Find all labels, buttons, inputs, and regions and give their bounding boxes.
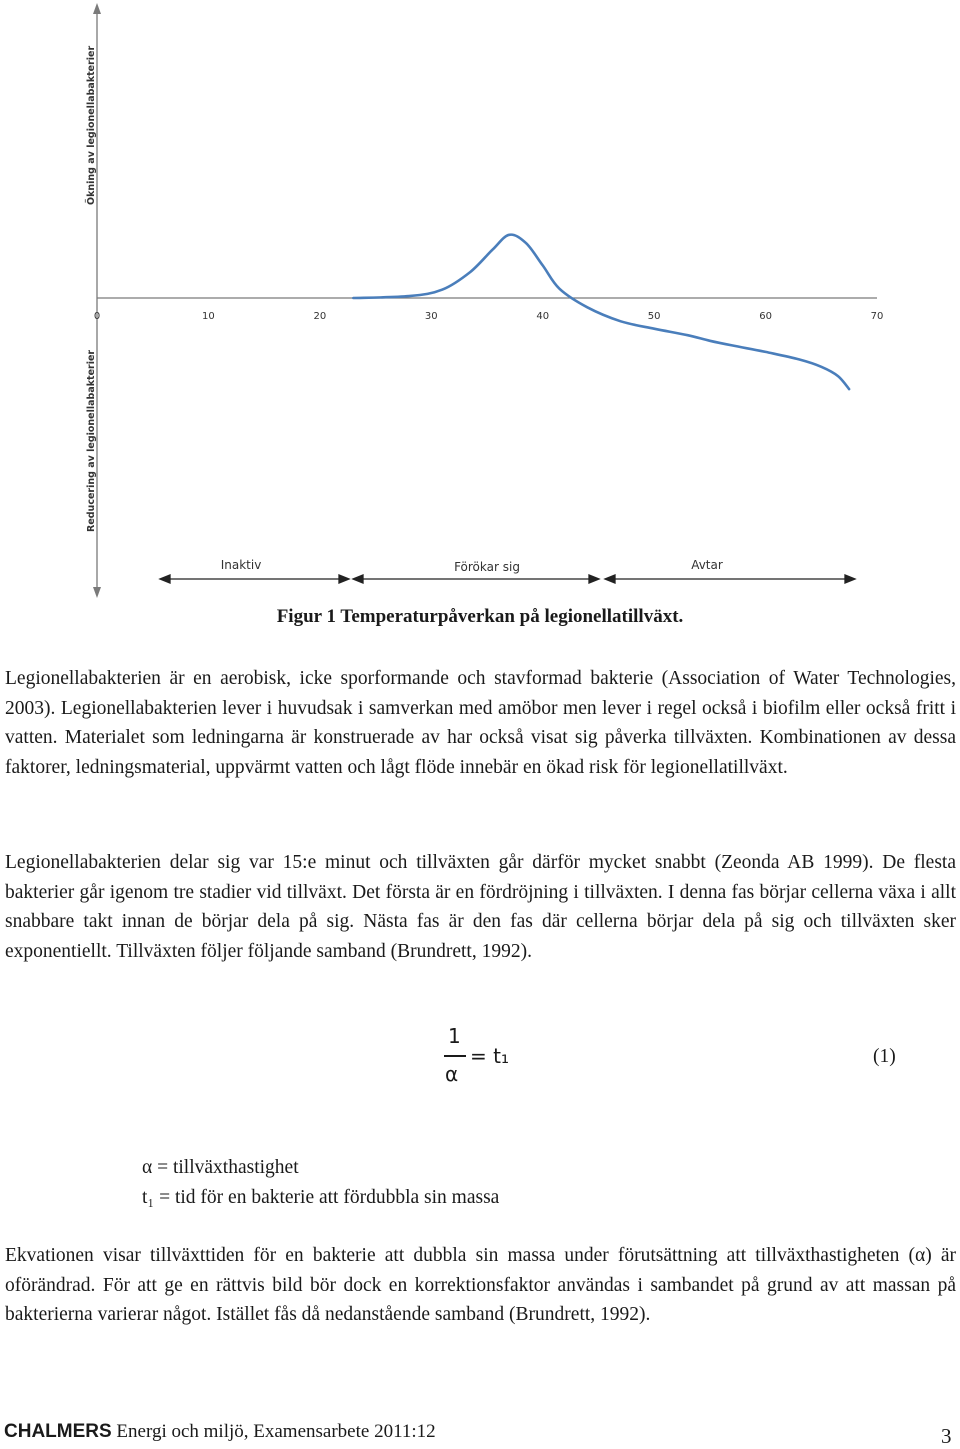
y-axis-arrow-down: [93, 587, 101, 598]
definition-alpha: α = tillväxthastighet: [142, 1157, 299, 1178]
x-tick-label: 50: [647, 311, 661, 322]
x-tick-label: 30: [424, 311, 438, 322]
page-footer: [4, 1421, 436, 1443]
footer-text: Energi och miljö, Examensarbete 2011:12: [111, 1421, 436, 1442]
footer-brand: CHALMERS: [4, 1421, 112, 1442]
y-label-decrease: Reducering av legionellabakterier: [86, 349, 97, 532]
variable-definitions: [142, 1153, 499, 1213]
x-tick-label: 40: [536, 311, 550, 322]
paragraph-2: Legionellabakterien delar sig var 15:e minut och tillväxten går därför mycket snabbt (Zeonda AB 1999). De flesta bakterier går igenom tre stadier vid tillväxt. Det första är en fördröjning i tillväxten. I denna fas börjar cellerna växa i allt snabbare takt innan de börjar dela på sig. Nästa fas är den fas där cellerna börjar dela på sig och tillväxten sker exponentiellt. Tillväxten följer följande samband (Brundrett, 1992).: [5, 852, 956, 963]
paragraph-1: Legionellabakterien är en aerobisk, icke sporformande och stavformad bakterie (Association of Water Technologies, 2003). Legionellabakterien lever i huvudsak i samverkan med amöbor men lever i regel också i biofilm eller också fritt i vatten. Materialet som ledningarna är konstruerade av har också visat sig påverka tillväxten. Kombinationen av dessa faktorer, ledningsmaterial, uppvärmt vatten och lågt flöde innebär en ökad risk för legionellatillväxt.: [5, 668, 956, 779]
equation-number: (1): [873, 1046, 896, 1067]
fraction-bar: [444, 1055, 466, 1057]
figure-caption: Figur 1 Temperaturpåverkan på legionellatillväxt.: [276, 606, 684, 627]
formula-denominator: α: [445, 1062, 459, 1086]
region-label-multiplying: Förökar sig: [454, 560, 520, 574]
growth-formula: [440, 1022, 560, 1092]
region-arrows: [160, 575, 855, 583]
temperature-growth-figure: [0, 0, 960, 600]
x-tick-label: 70: [870, 311, 884, 322]
x-tick-label: 20: [313, 311, 327, 322]
region-label-declining: Avtar: [691, 558, 723, 572]
paragraph-3: Ekvationen visar tillväxttiden för en bakterie att dubbla sin massa under förutsättning att tillväxthastigheten (α) är oförändrad. För att ge en rättvis bild bör dock en korrektionsfaktor användas i sambandet på grund av att massan på bakterierna varierar något. Istället fås då nedanstående samband (Brundrett, 1992).: [5, 1245, 956, 1326]
region-label-inactive: Inaktiv: [220, 558, 262, 572]
y-label-increase: Ökning av legionellabakterier: [86, 45, 97, 205]
page-number: 3: [941, 1424, 952, 1448]
formula-numerator: 1: [448, 1024, 461, 1048]
definition-t1: t₁ = tid för en bakterie att fördubbla sin massa: [142, 1187, 500, 1208]
x-tick-labels: [94, 311, 884, 322]
y-axis-arrow-up: [93, 3, 101, 14]
x-tick-label: 60: [759, 311, 772, 322]
formula-rhs: = t₁: [470, 1044, 509, 1068]
x-tick-label: 0: [93, 311, 101, 322]
x-tick-label: 10: [202, 311, 215, 322]
